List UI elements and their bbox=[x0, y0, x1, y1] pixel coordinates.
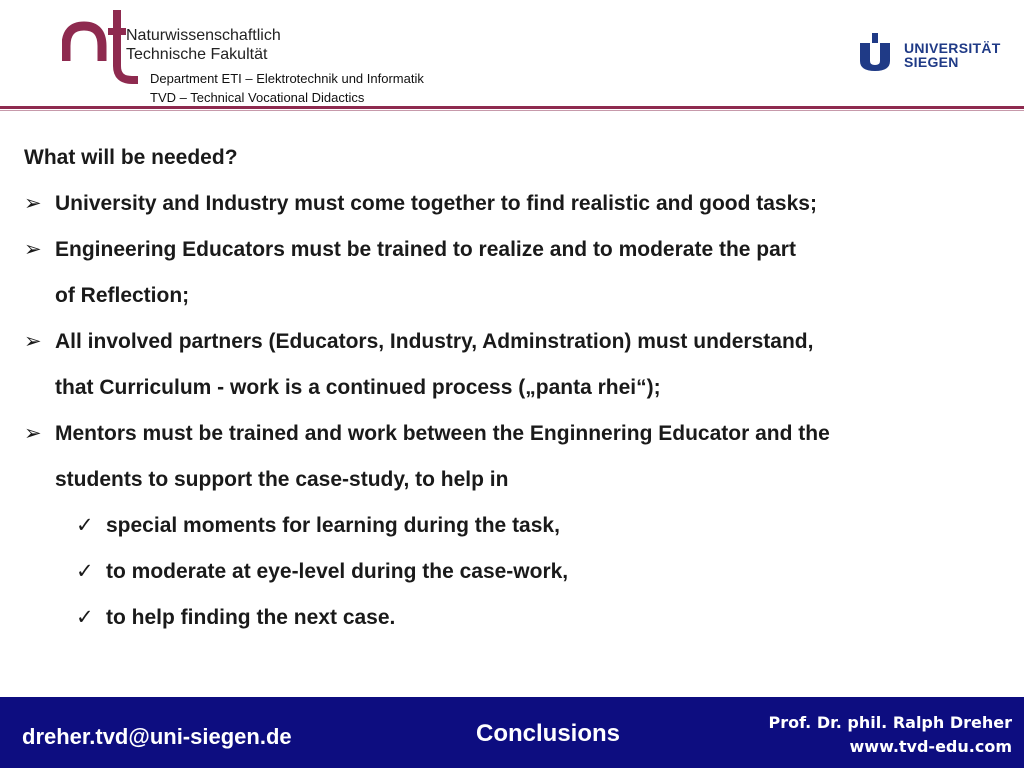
department-line-2: TVD – Technical Vocational Didactics bbox=[150, 90, 365, 105]
arrowhead-bullet-icon: ➢ bbox=[24, 238, 42, 261]
checkmark-icon: ✓ bbox=[76, 560, 94, 583]
checklist-text: to help finding the next case. bbox=[106, 606, 396, 629]
slide-header bbox=[0, 0, 1024, 112]
website-url: www.tvd-edu.com bbox=[849, 737, 1012, 756]
university-wordmark bbox=[904, 41, 1001, 69]
author-name: Prof. Dr. phil. Ralph Dreher bbox=[768, 713, 1012, 732]
arrowhead-bullet-icon: ➢ bbox=[24, 192, 42, 215]
slide-footer bbox=[0, 697, 1024, 768]
bullet-line-continued: students to support the case-study, to help in bbox=[55, 468, 509, 491]
university-line-1: UNIVERSITÄT bbox=[904, 40, 1001, 56]
faculty-name bbox=[126, 26, 281, 64]
header-divider-thin bbox=[0, 110, 1024, 111]
contact-email: dreher.tvd@uni-siegen.de bbox=[22, 724, 292, 749]
bullet-line: Mentors must be trained and work between the Enginnering Educator and the bbox=[55, 422, 830, 445]
department-line-1: Department ETI – Elektrotechnik und Informatik bbox=[150, 71, 424, 86]
header-divider bbox=[0, 106, 1024, 109]
checklist-text: special moments for learning during the task, bbox=[106, 514, 560, 537]
university-logo-icon bbox=[858, 33, 898, 71]
bullet-line: University and Industry must come together to find realistic and good tasks; bbox=[55, 192, 817, 215]
university-line-2: SIEGEN bbox=[904, 54, 959, 70]
question-heading: What will be needed? bbox=[24, 146, 238, 169]
bullet-line: Engineering Educators must be trained to realize and to moderate the part bbox=[55, 238, 796, 261]
bullet-line: All involved partners (Educators, Industry, Adminstration) must understand, bbox=[55, 330, 814, 353]
section-title: Conclusions bbox=[476, 720, 621, 747]
arrowhead-bullet-icon: ➢ bbox=[24, 330, 42, 353]
bullet-line-continued: of Reflection; bbox=[55, 284, 190, 307]
department-name bbox=[150, 69, 424, 107]
faculty-line-2: Technische Fakultät bbox=[126, 46, 268, 63]
faculty-line-1: Naturwissenschaftlich bbox=[126, 27, 281, 44]
bullet-line-continued: that Curriculum - work is a continued process („panta rhei“); bbox=[55, 376, 661, 399]
checkmark-icon: ✓ bbox=[76, 606, 94, 629]
checkmark-icon: ✓ bbox=[76, 514, 94, 537]
checklist-text: to moderate at eye-level during the case-work, bbox=[106, 560, 569, 583]
author-block bbox=[768, 711, 1012, 759]
arrowhead-bullet-icon: ➢ bbox=[24, 422, 42, 445]
